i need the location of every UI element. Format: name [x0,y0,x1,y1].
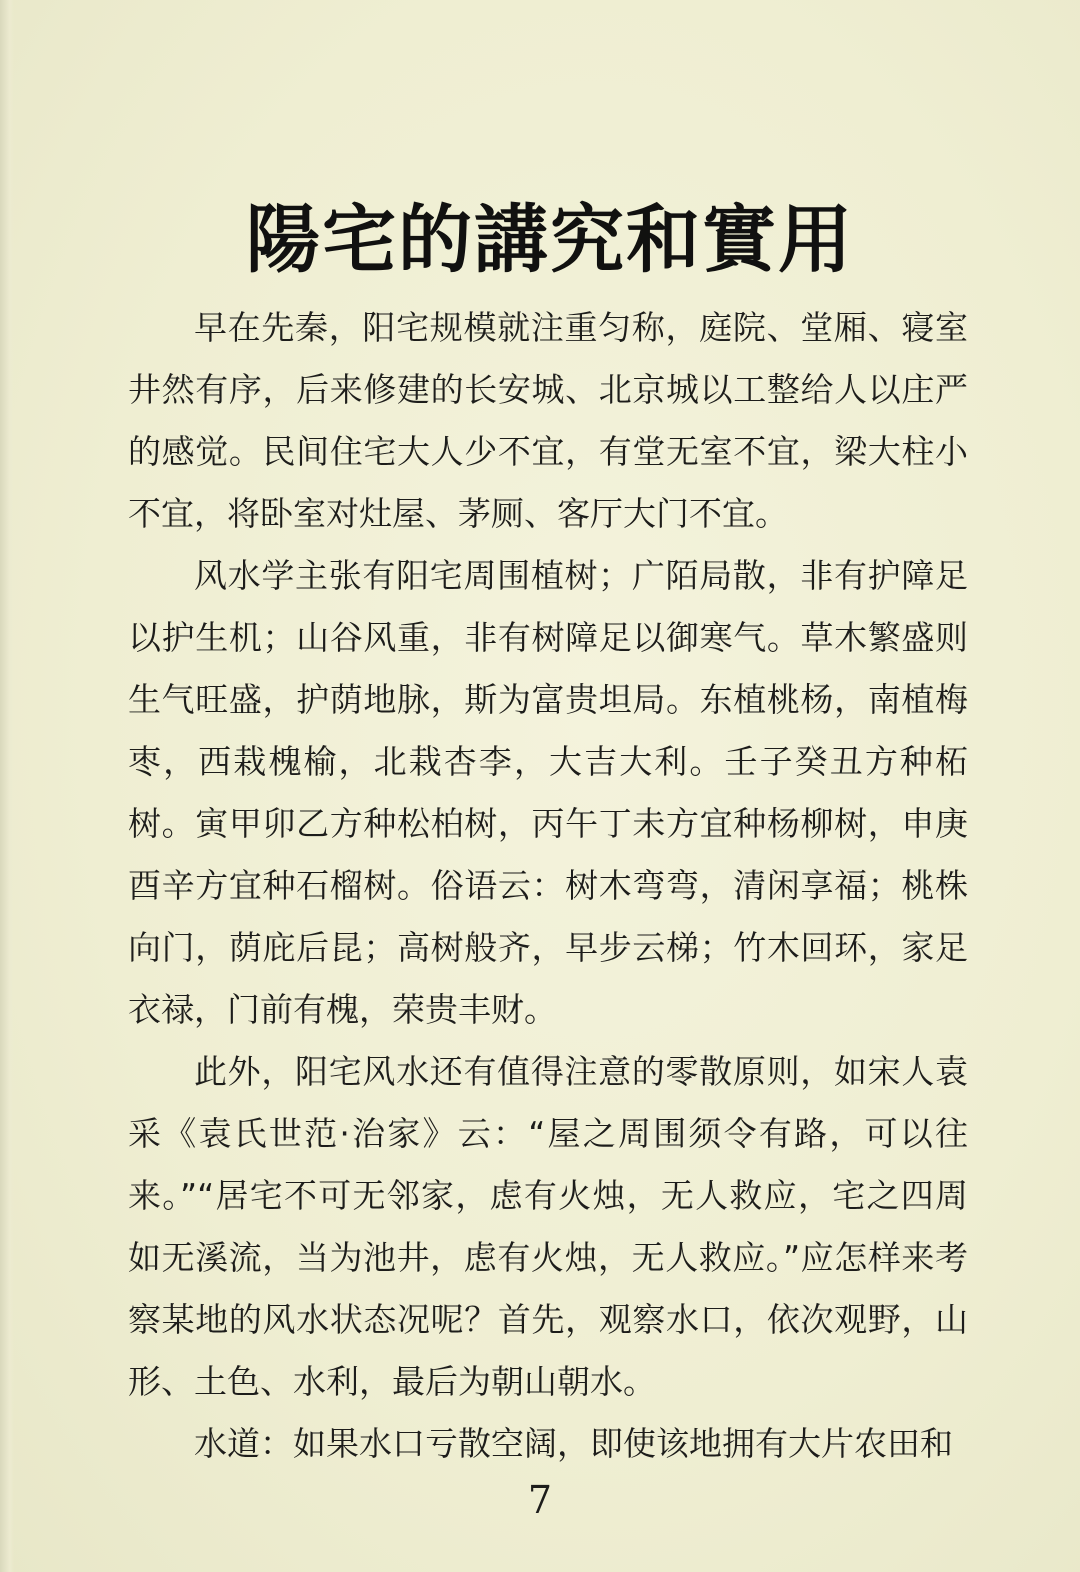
body-text [128,297,968,1475]
page-title: 陽宅的講究和實用 [246,196,854,283]
page-binding-edge [0,0,14,1572]
paragraph-1: 早在先秦，阳宅规模就注重匀称，庭院、堂厢、寝室井然有序，后来修建的长安城、北京城以工整给人以庄严的感觉。民间住宅大人少不宜，有堂无室不宜，梁大柱小不宜，将卧室对灶屋、茅厕、客厅大门不宜。 [128,308,968,533]
paragraph-3: 此外，阳宅风水还有值得注意的零散原则，如宋人袁采《袁氏世范·治家》云：“屋之周围须令有路，可以往来。”“居宅不可无邻家，虑有火烛，无人救应，宅之四周如无溪流，当为池井，虑有火烛，无人救应。”应怎样来考察某地的风水状态况呢？首先，观察水口，依次观野，山形、土色、水利，最后为朝山朝水。 [128,1052,968,1401]
paragraph-4: 水道：如果水口亏散空阔，即使该地拥有大片农田和 [194,1424,953,1463]
paragraph-2: 风水学主张有阳宅周围植树；广陌局散，非有护障足以护生机；山谷风重，非有树障足以御寒气。草木繁盛则生气旺盛，护荫地脉，斯为富贵坦局。东植桃杨，南植梅枣，西栽槐榆，北栽杏李，大吉大利。壬子癸丑方种柘树。寅甲卯乙方种松柏树，丙午丁未方宜种杨柳树，申庚酉辛方宜种石榴树。俗语云：树木弯弯，清闲享福；桃株向门，荫庇后昆；高树般齐，早步云梯；竹木回环，家足衣禄，门前有槐，荣贵丰财。 [128,556,968,1029]
page-number: 7 [527,1478,553,1522]
